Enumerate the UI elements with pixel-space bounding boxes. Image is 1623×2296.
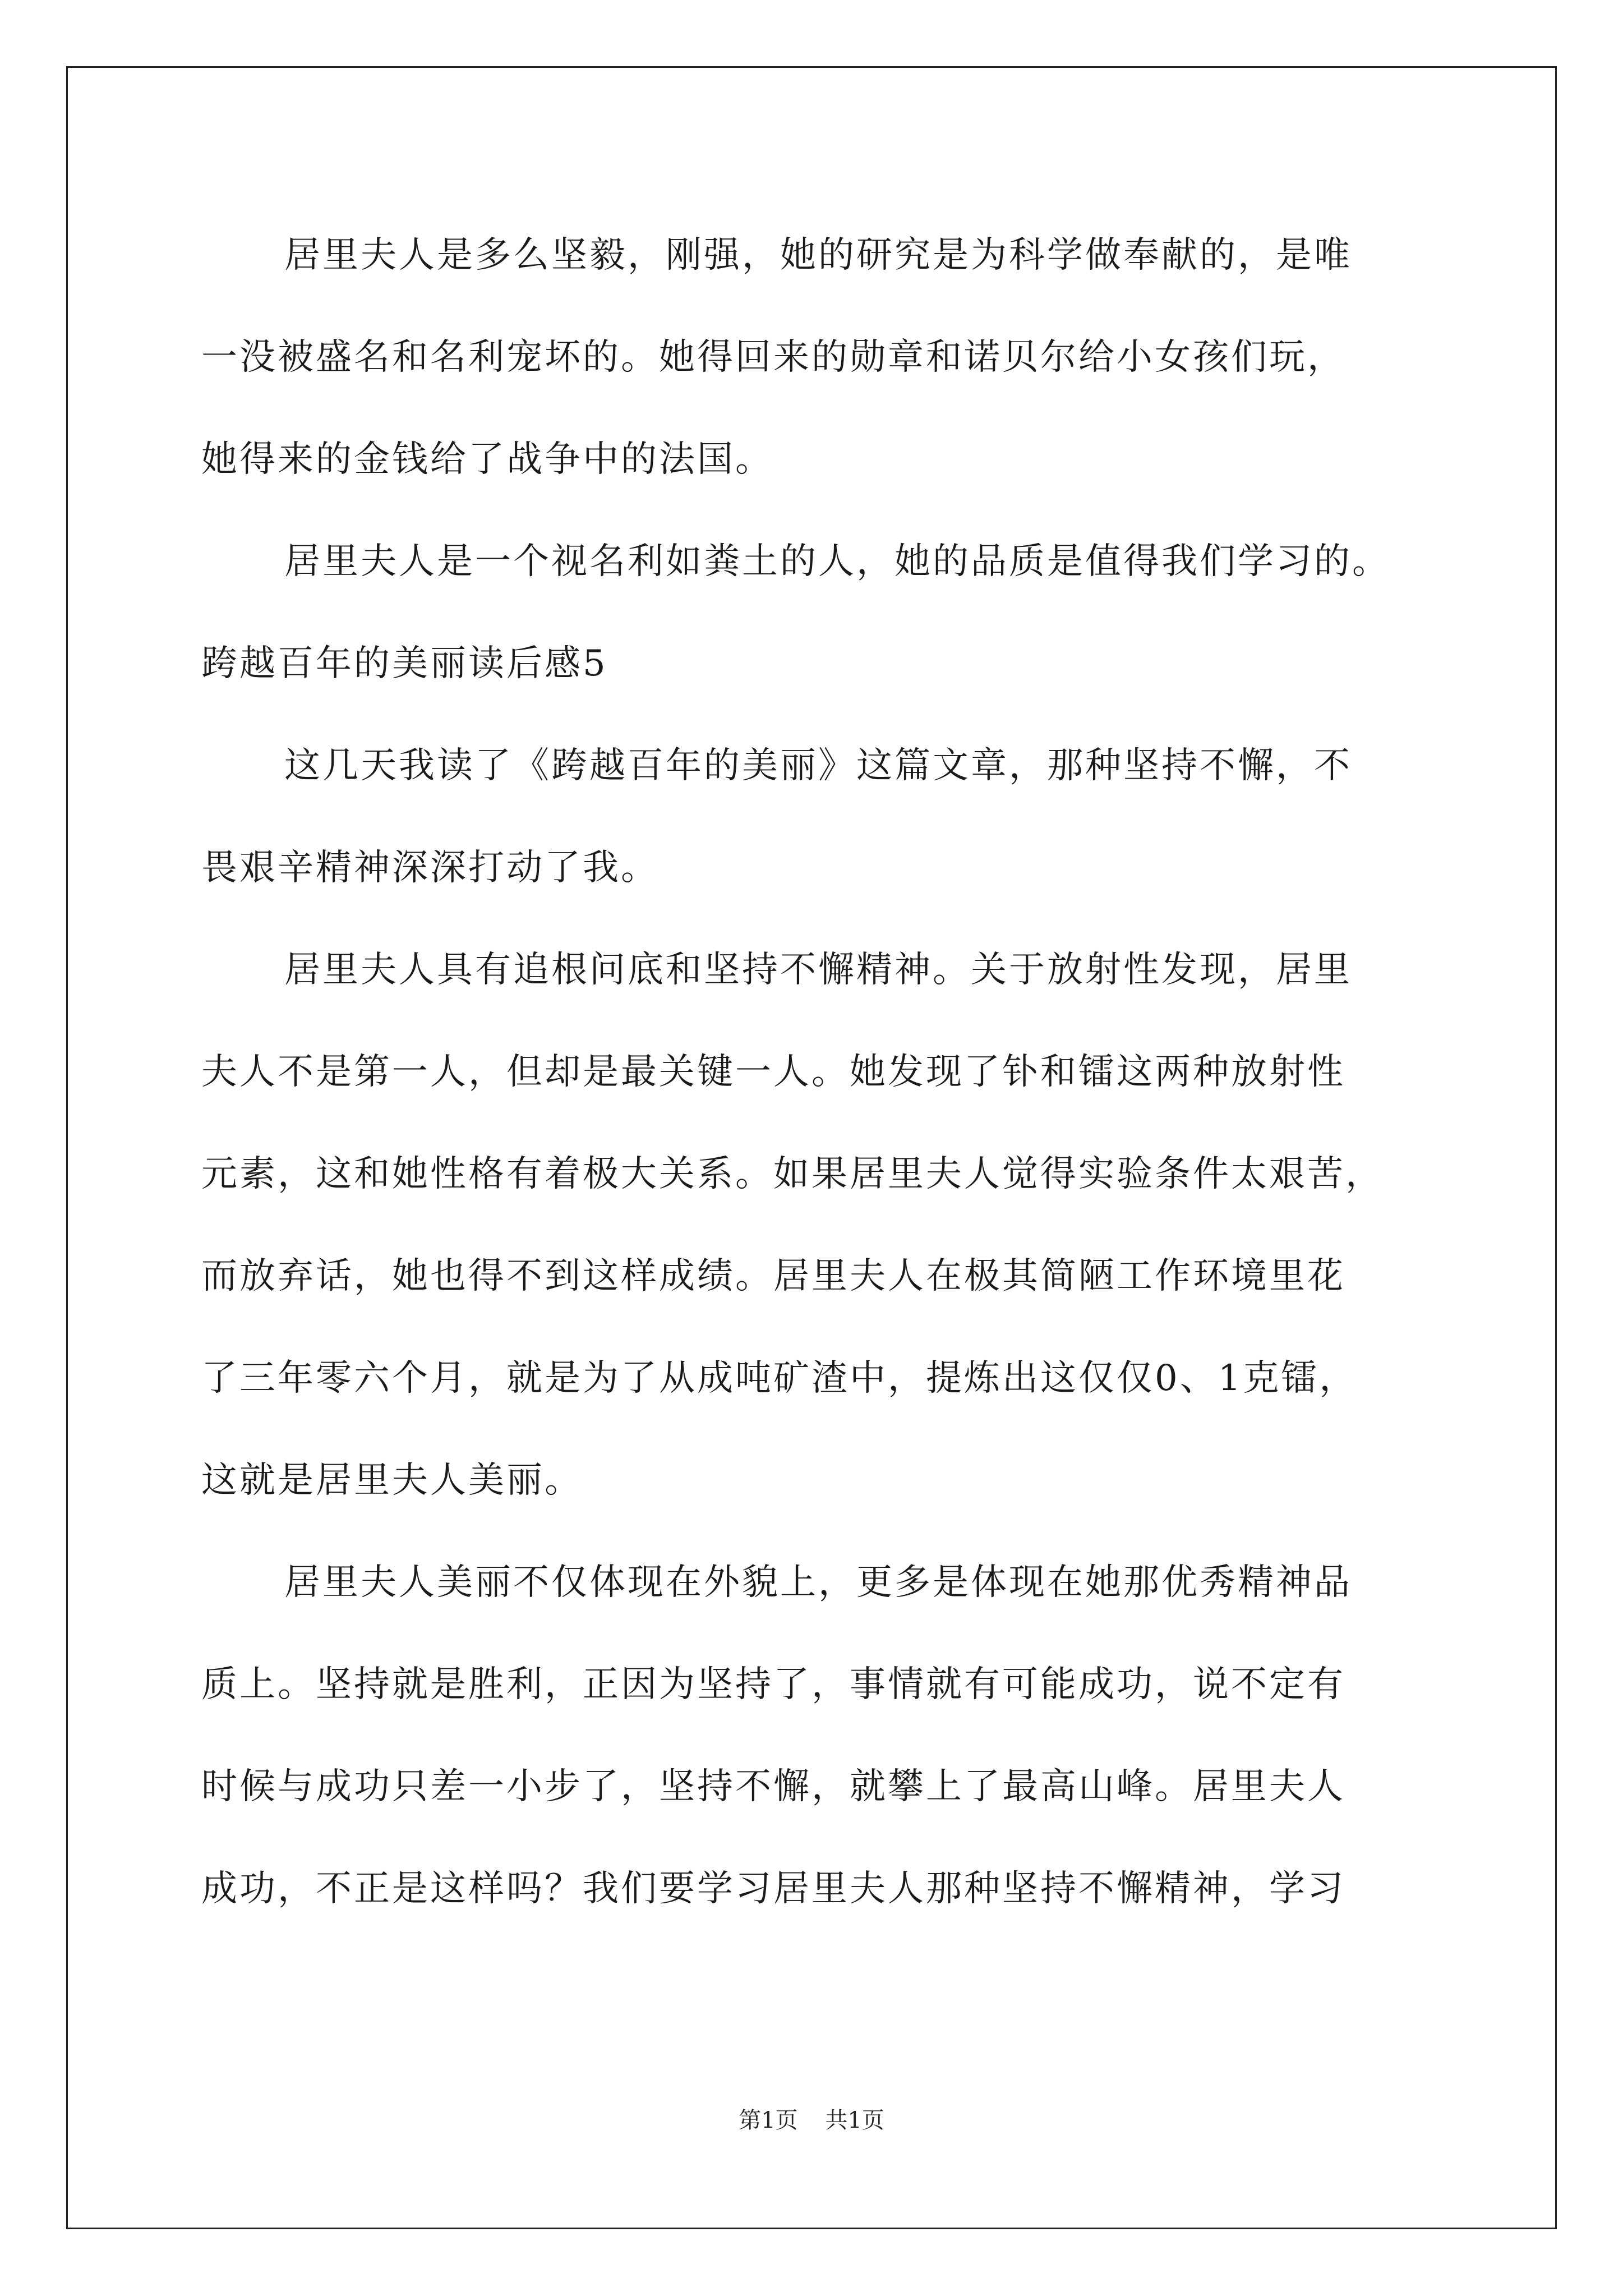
text-line: 元素，这和她性格有着极大关系。如果居里夫人觉得实验条件太艰苦，	[201, 1153, 1384, 1195]
text-line: 质上。坚持就是胜利，正因为坚持了，事情就有可能成功，说不定有	[201, 1664, 1345, 1705]
text-line: 成功，不正是这样吗？我们要学习居里夫人那种坚持不懈精神，学习	[201, 1868, 1345, 1910]
page-number: 第1页	[739, 2108, 798, 2133]
text-line: 时候与成功只差一小步了，坚持不懈，就攀上了最高山峰。居里夫人	[201, 1766, 1345, 1807]
text-line: 居里夫人具有追根问底和坚持不懈精神。关于放射性发现，居里	[284, 949, 1352, 991]
text-line: 畏艰辛精神深深打动了我。	[201, 847, 659, 889]
text-line: 了三年零六个月，就是为了从成吨矿渣中，提炼出这仅仅0、1克镭，	[201, 1358, 1358, 1399]
text-line: 居里夫人美丽不仅体现在外貌上，更多是体现在她那优秀精神品	[284, 1562, 1352, 1603]
text-line: 夫人不是第一人，但却是最关键一人。她发现了钋和镭这两种放射性	[201, 1051, 1345, 1093]
text-line: 一没被盛名和名利宠坏的。她得回来的勋章和诺贝尔给小女孩们玩，	[201, 337, 1345, 378]
text-line: 居里夫人是多么坚毅，刚强，她的研究是为科学做奉献的，是唯	[284, 234, 1352, 276]
text-line: 居里夫人是一个视名利如粪土的人，她的品质是值得我们学习的。	[284, 541, 1390, 582]
text-line: 这就是居里夫人美丽。	[201, 1460, 583, 1501]
page-footer	[0, 2102, 1623, 2134]
section-heading: 跨越百年的美丽读后感5	[201, 643, 608, 684]
text-line: 她得来的金钱给了战争中的法国。	[201, 439, 773, 480]
text-line: 这几天我读了《跨越百年的美丽》这篇文章，那种坚持不懈，不	[284, 745, 1352, 786]
text-line: 而放弃话，她也得不到这样成绩。居里夫人在极其简陋工作环境里花	[201, 1255, 1345, 1297]
page-total: 共1页	[825, 2108, 884, 2133]
